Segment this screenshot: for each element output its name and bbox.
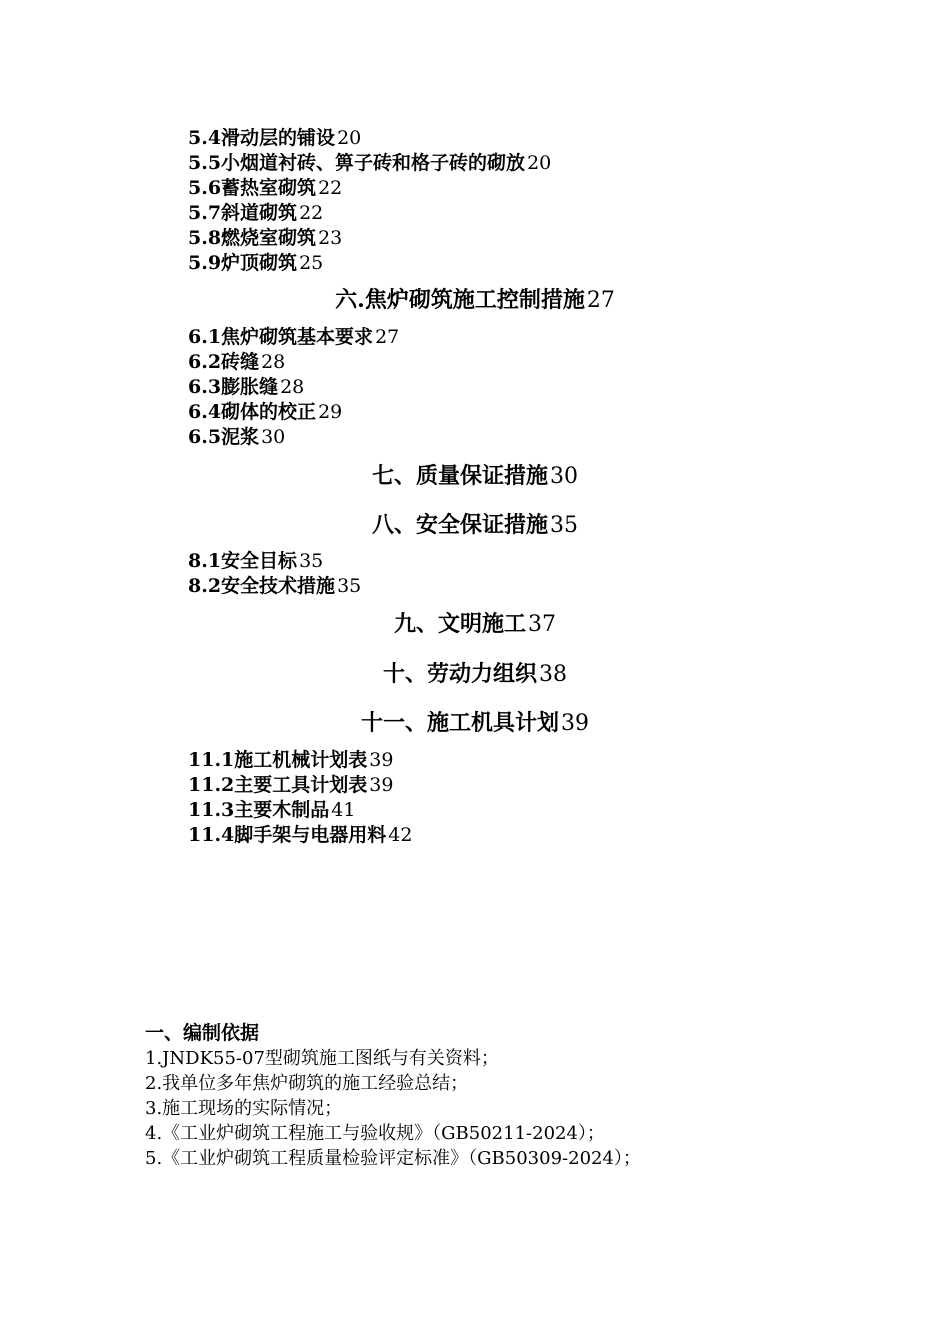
toc-entry-label: 6.5泥浆 — [188, 426, 260, 448]
toc-heading-8[interactable] — [0, 510, 950, 541]
toc-entry-8-2[interactable] — [188, 574, 361, 598]
basis-item: 1.JNDK55-07型砌筑施工图纸与有关资料； — [145, 1048, 499, 1069]
basis-item: 2.我单位多年焦炉砌筑的施工经验总结； — [145, 1073, 469, 1094]
toc-entry-label: 11.1施工机械计划表 — [188, 749, 368, 771]
toc-heading-label: 八、安全保证措施 — [371, 512, 548, 538]
toc-heading-9[interactable] — [0, 609, 950, 640]
toc-heading-7[interactable] — [0, 461, 950, 492]
basis-section-title: 一、编制依据 — [145, 1022, 260, 1044]
toc-entry-5-9[interactable] — [188, 251, 323, 275]
toc-entry-6-4[interactable] — [188, 400, 342, 424]
toc-entry-5-7[interactable] — [188, 201, 323, 225]
toc-entry-11-2[interactable] — [188, 773, 393, 797]
toc-entry-label: 6.1焦炉砌筑基本要求 — [188, 326, 374, 348]
toc-entry-page: 42 — [388, 824, 413, 846]
toc-entry-page: 30 — [261, 426, 286, 448]
basis-item: 5.《工业炉砌筑工程质量检验评定标准》（GB50309-2024）； — [145, 1148, 641, 1169]
toc-entry-label: 11.4脚手架与电器用料 — [188, 824, 387, 846]
toc-entry-label: 5.4滑动层的铺设 — [188, 127, 336, 149]
toc-entry-5-6[interactable] — [188, 176, 342, 200]
toc-heading-label: 九、文明施工 — [393, 611, 526, 637]
toc-entry-label: 5.7斜道砌筑 — [188, 202, 298, 224]
toc-entry-page: 35 — [299, 550, 324, 572]
toc-heading-label: 十、劳动力组织 — [382, 661, 537, 687]
toc-entry-6-3[interactable] — [188, 375, 304, 399]
toc-heading-page: 37 — [528, 612, 556, 637]
toc-entry-label: 5.6蓄热室砌筑 — [188, 177, 317, 199]
toc-entry-label: 8.1安全目标 — [188, 550, 298, 572]
toc-entry-6-1[interactable] — [188, 325, 399, 349]
toc-heading-page: 30 — [550, 464, 578, 489]
toc-heading-10[interactable] — [0, 659, 950, 690]
toc-heading-page: 35 — [550, 513, 578, 538]
toc-entry-5-8[interactable] — [188, 226, 342, 250]
toc-heading-page: 38 — [539, 662, 567, 687]
toc-entry-11-4[interactable] — [188, 823, 412, 847]
toc-heading-label: 十一、施工机具计划 — [360, 710, 559, 736]
toc-entry-page: 20 — [337, 127, 362, 149]
toc-entry-label: 6.4砌体的校正 — [188, 401, 317, 423]
toc-entry-page: 20 — [527, 152, 552, 174]
toc-entry-page: 28 — [261, 351, 286, 373]
toc-entry-label: 6.2砖缝 — [188, 351, 260, 373]
toc-entry-page: 27 — [375, 326, 400, 348]
basis-item: 4.《工业炉砌筑工程施工与验收规》（GB50211-2024）； — [145, 1123, 605, 1144]
toc-entry-label: 6.3膨胀缝 — [188, 376, 279, 398]
toc-entry-label: 8.2安全技术措施 — [188, 575, 336, 597]
toc-entry-8-1[interactable] — [188, 549, 323, 573]
toc-entry-5-5[interactable] — [188, 151, 551, 175]
toc-entry-label: 5.8燃烧室砌筑 — [188, 227, 317, 249]
toc-entry-page: 23 — [318, 227, 343, 249]
toc-heading-6[interactable] — [0, 285, 950, 316]
toc-entry-page: 29 — [318, 401, 343, 423]
toc-entry-label: 11.3主要木制品 — [188, 799, 330, 821]
toc-entry-page: 39 — [369, 749, 394, 771]
toc-heading-page: 39 — [561, 711, 589, 736]
toc-entry-label: 11.2主要工具计划表 — [188, 774, 368, 796]
toc-entry-5-4[interactable] — [188, 126, 361, 150]
toc-heading-label: 六.焦炉砌筑施工控制措施 — [335, 287, 585, 313]
toc-entry-page: 35 — [337, 575, 362, 597]
toc-heading-11[interactable] — [0, 708, 950, 739]
toc-entry-page: 39 — [369, 774, 394, 796]
toc-entry-page: 22 — [318, 177, 343, 199]
toc-entry-6-2[interactable] — [188, 350, 285, 374]
toc-entry-11-1[interactable] — [188, 748, 393, 772]
toc-entry-11-3[interactable] — [188, 798, 355, 822]
basis-item: 3.施工现场的实际情况； — [145, 1098, 343, 1119]
toc-entry-label: 5.9炉顶砌筑 — [188, 252, 298, 274]
toc-entry-6-5[interactable] — [188, 425, 285, 449]
toc-heading-page: 27 — [586, 288, 615, 313]
toc-entry-page: 25 — [299, 252, 324, 274]
toc-heading-label: 七、质量保证措施 — [371, 463, 548, 489]
toc-entry-page: 22 — [299, 202, 324, 224]
toc-entry-page: 28 — [280, 376, 305, 398]
toc-entry-label: 5.5小烟道衬砖、箅子砖和格子砖的砌放 — [188, 152, 526, 174]
toc-entry-page: 41 — [331, 799, 356, 821]
